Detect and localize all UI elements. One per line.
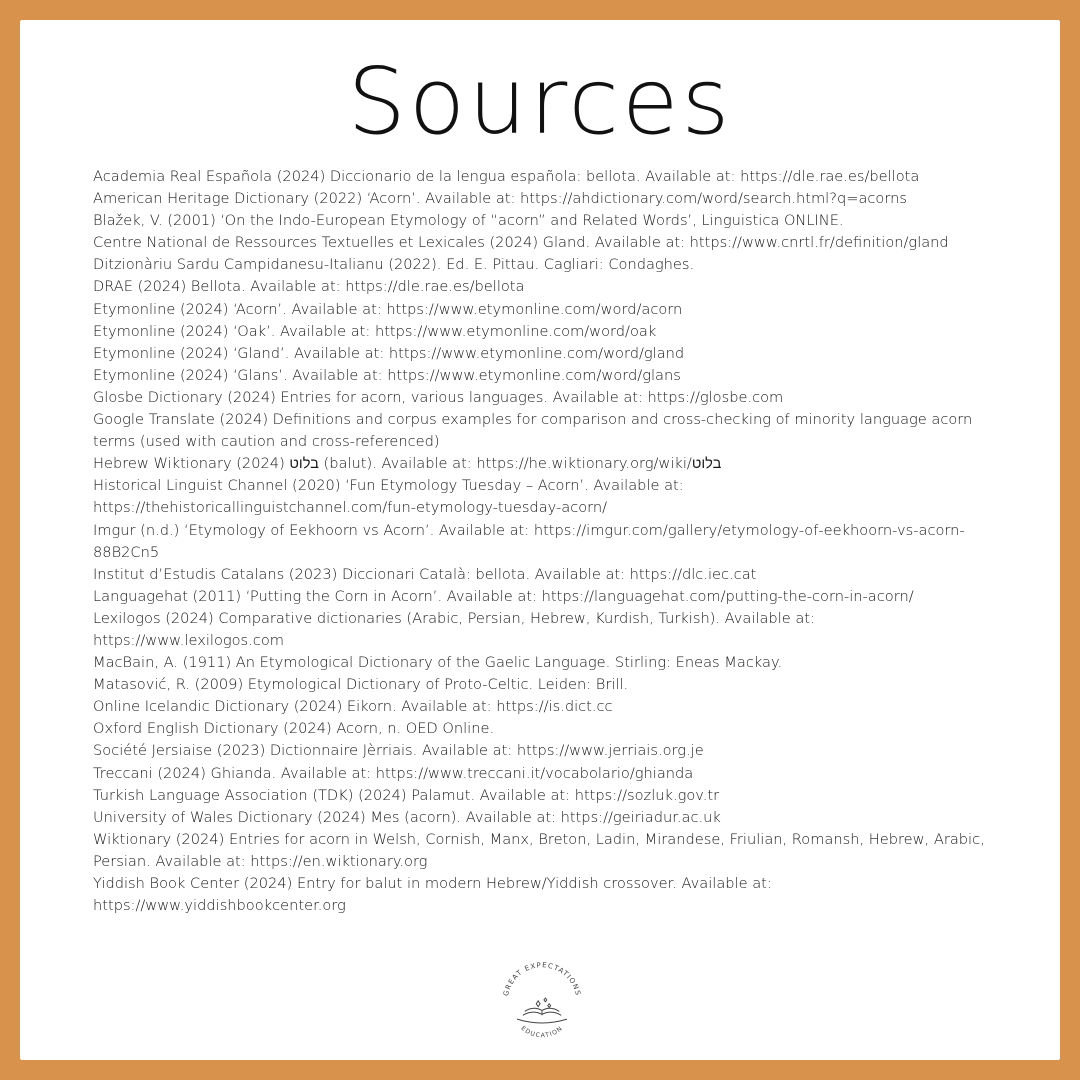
source-entry: Wiktionary (2024) Entries for acorn in Welsh, Cornish, Manx, Breton, Ladin, Mirandese, Friulian, Romansh, Hebrew, Arabic, Persian. Available at: https://en.wiktionary.org xyxy=(93,830,985,870)
source-entry: Etymonline (2024) ‘Gland’. Available at: https://www.etymonline.com/word/gland xyxy=(93,344,685,362)
source-entry: Google Translate (2024) Definitions and corpus examples for comparison and cross-checking of minority language acorn terms (used with caution and cross-referenced) xyxy=(93,411,973,451)
source-entry: Treccani (2024) Ghianda. Available at: https://www.treccani.it/vocabolario/ghianda xyxy=(93,764,694,782)
source-entry: Lexilogos (2024) Comparative dictionaries (Arabic, Persian, Hebrew, Kurdish, Turkish). Available at: https://www.lexilogos.com xyxy=(93,609,815,649)
open-book-icon xyxy=(517,998,567,1023)
logo-bottom-text: EDUCATION xyxy=(519,1024,565,1040)
source-entry: Online Icelandic Dictionary (2024) Eikorn. Available at: https://is.dict.cc xyxy=(93,698,613,716)
source-entry: Imgur (n.d.) ‘Etymology of Eekhoorn vs Acorn’. Available at: https://imgur.com/gallery/etymology-of-eekhoorn-vs-acorn-88B2Cn5 xyxy=(93,521,965,561)
source-entry: Oxford English Dictionary (2024) Acorn, n. OED Online. xyxy=(93,720,495,738)
source-entry: Yiddish Book Center (2024) Entry for balut in modern Hebrew/Yiddish crossover. Available at: https://www.yiddishbookcenter.org xyxy=(93,875,772,915)
source-entry: Hebrew Wiktionary (2024) בלוט (balut). Available at: https://he.wiktionary.org/wiki/בלוט xyxy=(93,455,722,473)
source-entry: Glosbe Dictionary (2024) Entries for acorn, various languages. Available at: https://glosbe.com xyxy=(93,388,784,406)
source-entry: Ditzionàriu Sardu Campidanesu-Italianu (2022). Ed. E. Pittau. Cagliari: Condaghes. xyxy=(93,256,695,274)
source-entry: Etymonline (2024) ‘Acorn’. Available at: https://www.etymonline.com/word/acorn xyxy=(93,300,683,318)
source-entry: Etymonline (2024) ‘Glans’. Available at: https://www.etymonline.com/word/glans xyxy=(93,366,681,384)
source-entry: American Heritage Dictionary (2022) ‘Acorn’. Available at: https://ahdictionary.com/word/search.html?q=acorns xyxy=(93,190,907,208)
source-entry: Languagehat (2011) ‘Putting the Corn in Acorn’. Available at: https://languagehat.com/putting-the-corn-in-acorn/ xyxy=(93,587,914,605)
source-entry: Blažek, V. (2001) ‘On the Indo-European Etymology of “acorn” and Related Words’, Linguistica ONLINE. xyxy=(93,212,844,230)
source-entry: MacBain, A. (1911) An Etymological Dictionary of the Gaelic Language. Stirling: Eneas Mackay. xyxy=(93,654,783,672)
logo-top-text: GREAT EXPECTATIONS xyxy=(501,961,583,997)
source-entry: Etymonline (2024) ‘Oak’. Available at: https://www.etymonline.com/word/oak xyxy=(93,322,657,340)
page-title: Sources xyxy=(347,48,733,155)
sources-card xyxy=(20,20,1060,1060)
source-entry: Academia Real Española (2024) Diccionario de la lengua española: bellota. Available at: https://dle.rae.es/bellota xyxy=(93,168,920,185)
sources-list xyxy=(93,166,993,917)
source-entry: Institut d’Estudis Catalans (2023) Diccionari Català: bellota. Available at: https://dlc.iec.cat xyxy=(93,565,757,583)
source-entry: Historical Linguist Channel (2020) ‘Fun Etymology Tuesday – Acorn’. Available at: https://thehistoricallinguistchannel.com/fun-etymology-tuesday-acorn/ xyxy=(93,477,684,517)
source-entry: Turkish Language Association (TDK) (2024) Palamut. Available at: https://sozluk.gov.tr xyxy=(93,786,720,804)
source-entry: DRAE (2024) Bellota. Available at: https://dle.rae.es/bellota xyxy=(93,278,525,296)
source-entry: Centre National de Ressources Textuelles et Lexicales (2024) Gland. Available at: https://www.cnrtl.fr/definition/gland xyxy=(93,234,949,252)
great-expectations-logo xyxy=(494,950,590,1046)
source-entry: Société Jersiaise (2023) Dictionnaire Jèrriais. Available at: https://www.jerriais.org.je xyxy=(93,742,704,760)
source-entry: Matasović, R. (2009) Etymological Dictionary of Proto-Celtic. Leiden: Brill. xyxy=(93,676,629,694)
source-entry: University of Wales Dictionary (2024) Mes (acorn). Available at: https://geiriadur.ac.uk xyxy=(93,808,721,826)
